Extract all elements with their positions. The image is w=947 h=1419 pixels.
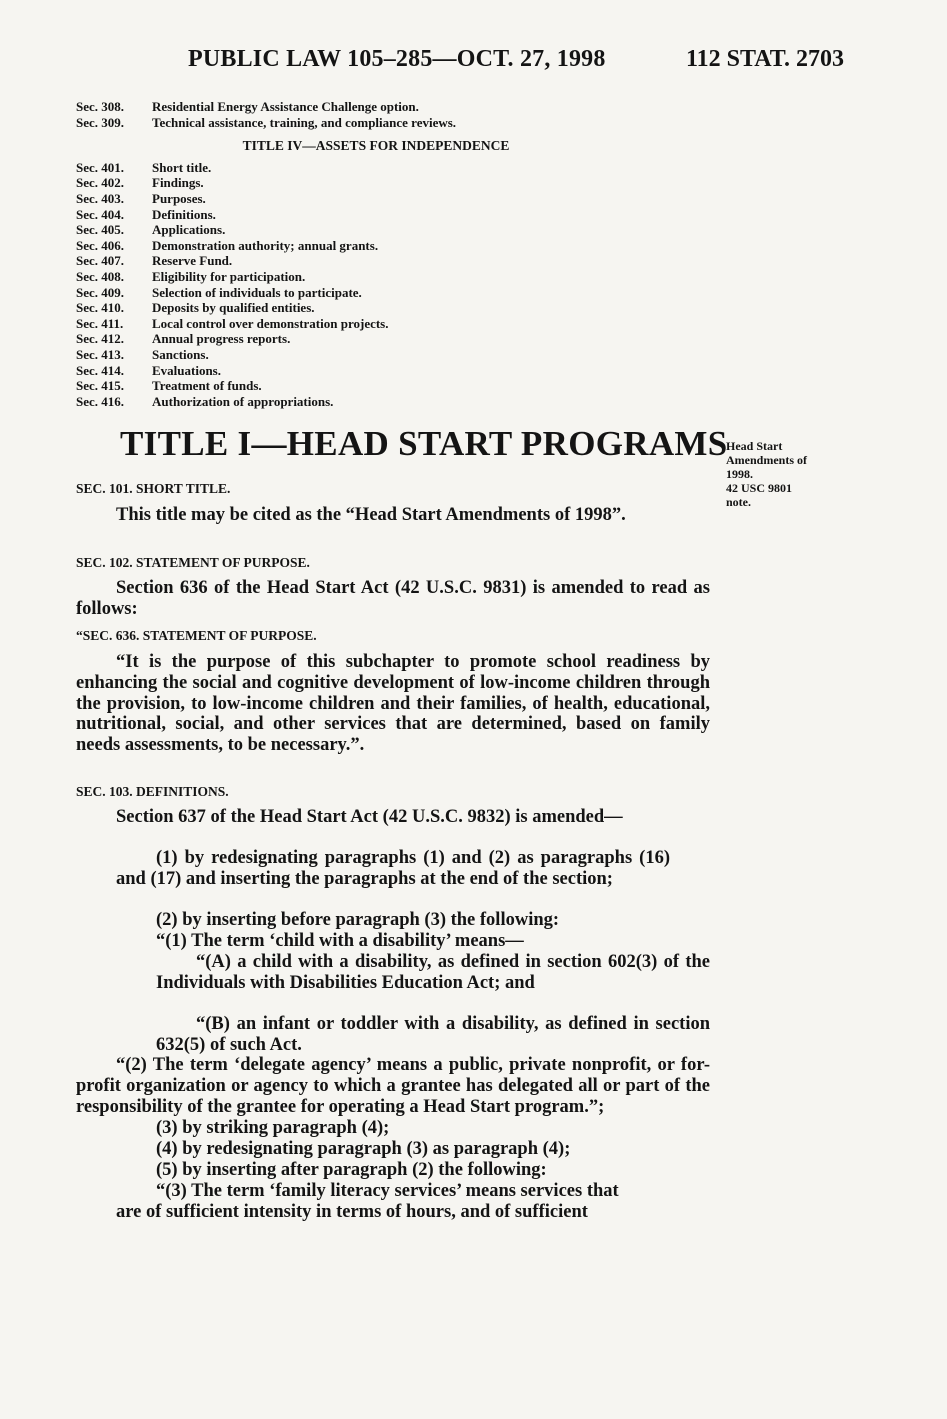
toc-row [76, 238, 636, 254]
sec-101-heading: SEC. 101. SHORT TITLE. [76, 481, 231, 496]
toc-number: Sec. 402. [76, 175, 125, 191]
toc-number: Sec. 308. [76, 99, 125, 114]
sec-636-heading: “SEC. 636. STATEMENT OF PURPOSE. [76, 628, 317, 643]
toc-row [76, 253, 636, 269]
toc-number: Sec. 415. [76, 378, 125, 394]
toc-number: Sec. 403. [76, 190, 125, 206]
toc-row [76, 269, 636, 285]
sec-102-text: Section 636 of the Head Start Act (42 U.S.C. 9831) is amended to read as follows: [76, 578, 710, 619]
quoted-definition-2: “(2) The term ‘delegate agency’ means a public, private nonprofit, or for-profit organization or agency to which a grantee has delegated all or part of the responsibility of the grantee for operating a Head Start program.”; [76, 1055, 710, 1117]
amendment-paragraph-2: (2) by inserting before paragraph (3) the following: [156, 910, 560, 930]
sec-101-text: This title may be cited as the “Head Start Amendments of 1998”. [116, 505, 626, 525]
margin-note-line: note. [726, 495, 751, 509]
toc-title: Short title. [152, 159, 212, 175]
toc-title: Findings. [152, 175, 204, 191]
toc-title: Deposits by qualified entities. [152, 300, 315, 316]
toc-row [76, 222, 636, 238]
toc-row [76, 363, 636, 379]
toc-row [76, 160, 636, 176]
toc-title: Selection of individuals to participate. [152, 284, 362, 300]
toc-title: Authorization of appropriations. [152, 393, 334, 409]
quoted-definition-3-line-1: “(3) The term ‘family literacy services’ means services that [156, 1181, 619, 1201]
toc-title-iv: TITLE IV—ASSETS FOR INDEPENDENCE [242, 138, 510, 154]
toc-number: Sec. 409. [76, 284, 125, 300]
toc-number: Sec. 412. [76, 331, 125, 347]
toc-number: Sec. 407. [76, 253, 125, 269]
margin-note [726, 439, 856, 509]
toc-number: Sec. 405. [76, 222, 125, 238]
toc-number: Sec. 401. [76, 159, 125, 175]
toc-row [76, 99, 636, 115]
toc-number: Sec. 404. [76, 206, 125, 222]
toc-row [76, 175, 636, 191]
amendment-paragraph-3: (3) by striking paragraph (4); [156, 1118, 390, 1138]
margin-note-line: Amendments of [726, 453, 807, 467]
toc-title: Sanctions. [152, 346, 209, 362]
amendment-paragraph-1: (1) by redesignating paragraphs (1) and (2) as paragraphs (16) and (17) and inserting the paragraphs at the end of the section; [116, 848, 670, 889]
toc-number: Sec. 416. [76, 393, 125, 409]
public-law-citation: PUBLIC LAW 105–285—OCT. 27, 1998 [188, 46, 606, 72]
toc-title: Applications. [152, 222, 226, 238]
toc-title: Evaluations. [152, 362, 221, 378]
toc-title: Eligibility for participation. [152, 268, 306, 284]
toc-row [76, 285, 636, 301]
toc-title: Definitions. [152, 206, 216, 222]
quoted-definition-3-line-2: are of sufficient intensity in terms of hours, and of sufficient [116, 1202, 588, 1222]
toc-number: Sec. 410. [76, 300, 125, 316]
toc-title: Purposes. [152, 190, 206, 206]
margin-note-line: Head Start [726, 439, 783, 453]
toc-title: Treatment of funds. [152, 378, 262, 394]
toc-title: Reserve Fund. [152, 253, 233, 269]
toc-row [76, 207, 636, 223]
toc-row [76, 394, 636, 410]
toc-title: Technical assistance, training, and compliance reviews. [152, 114, 457, 130]
statute-page-number: 112 STAT. 2703 [686, 46, 845, 72]
toc-number: Sec. 411. [76, 315, 124, 331]
toc-number: Sec. 413. [76, 346, 125, 362]
toc-row [76, 300, 636, 316]
toc-row [76, 191, 636, 207]
quoted-definition-1b: “(B) an infant or toddler with a disability, as defined in section 632(5) of such Act. [156, 1014, 710, 1055]
toc-number: Sec. 414. [76, 362, 125, 378]
toc-row [76, 115, 636, 131]
quoted-definition-1: “(1) The term ‘child with a disability’ means— [156, 931, 524, 951]
sec-103-heading: SEC. 103. DEFINITIONS. [76, 784, 229, 799]
toc-title: Demonstration authority; annual grants. [152, 237, 379, 253]
toc-title: Annual progress reports. [152, 331, 291, 347]
toc-row [76, 331, 636, 347]
title-i-heading: TITLE I—HEAD START PROGRAMS [120, 424, 728, 463]
margin-note-line: 42 USC 9801 [726, 481, 793, 495]
toc-number: Sec. 406. [76, 237, 125, 253]
amendment-paragraph-5: (5) by inserting after paragraph (2) the following: [156, 1160, 547, 1180]
sec-103-intro: Section 637 of the Head Start Act (42 U.S.C. 9832) is amended— [116, 807, 623, 827]
table-of-contents [76, 99, 636, 409]
toc-title: Residential Energy Assistance Challenge option. [152, 99, 419, 114]
toc-number: Sec. 309. [76, 114, 125, 130]
page-header [0, 46, 947, 76]
toc-title: Local control over demonstration projects. [152, 315, 389, 331]
toc-number: Sec. 408. [76, 268, 125, 284]
amendment-paragraph-4: (4) by redesignating paragraph (3) as paragraph (4); [156, 1139, 571, 1159]
toc-row [76, 316, 636, 332]
sec-102-heading: SEC. 102. STATEMENT OF PURPOSE. [76, 555, 310, 570]
toc-row [76, 378, 636, 394]
quoted-definition-1a: “(A) a child with a disability, as defined in section 602(3) of the Individuals with Disabilities Education Act; and [156, 952, 710, 993]
toc-row [76, 347, 636, 363]
sec-636-text: “It is the purpose of this subchapter to promote school readiness by enhancing the social and cognitive development of low-income children through the provision, to low-income children and their families, of health, educational, nutritional, social, and other services that are determined, based on family needs assessments, to be necessary.”. [76, 652, 710, 756]
margin-note-line: 1998. [726, 467, 753, 481]
